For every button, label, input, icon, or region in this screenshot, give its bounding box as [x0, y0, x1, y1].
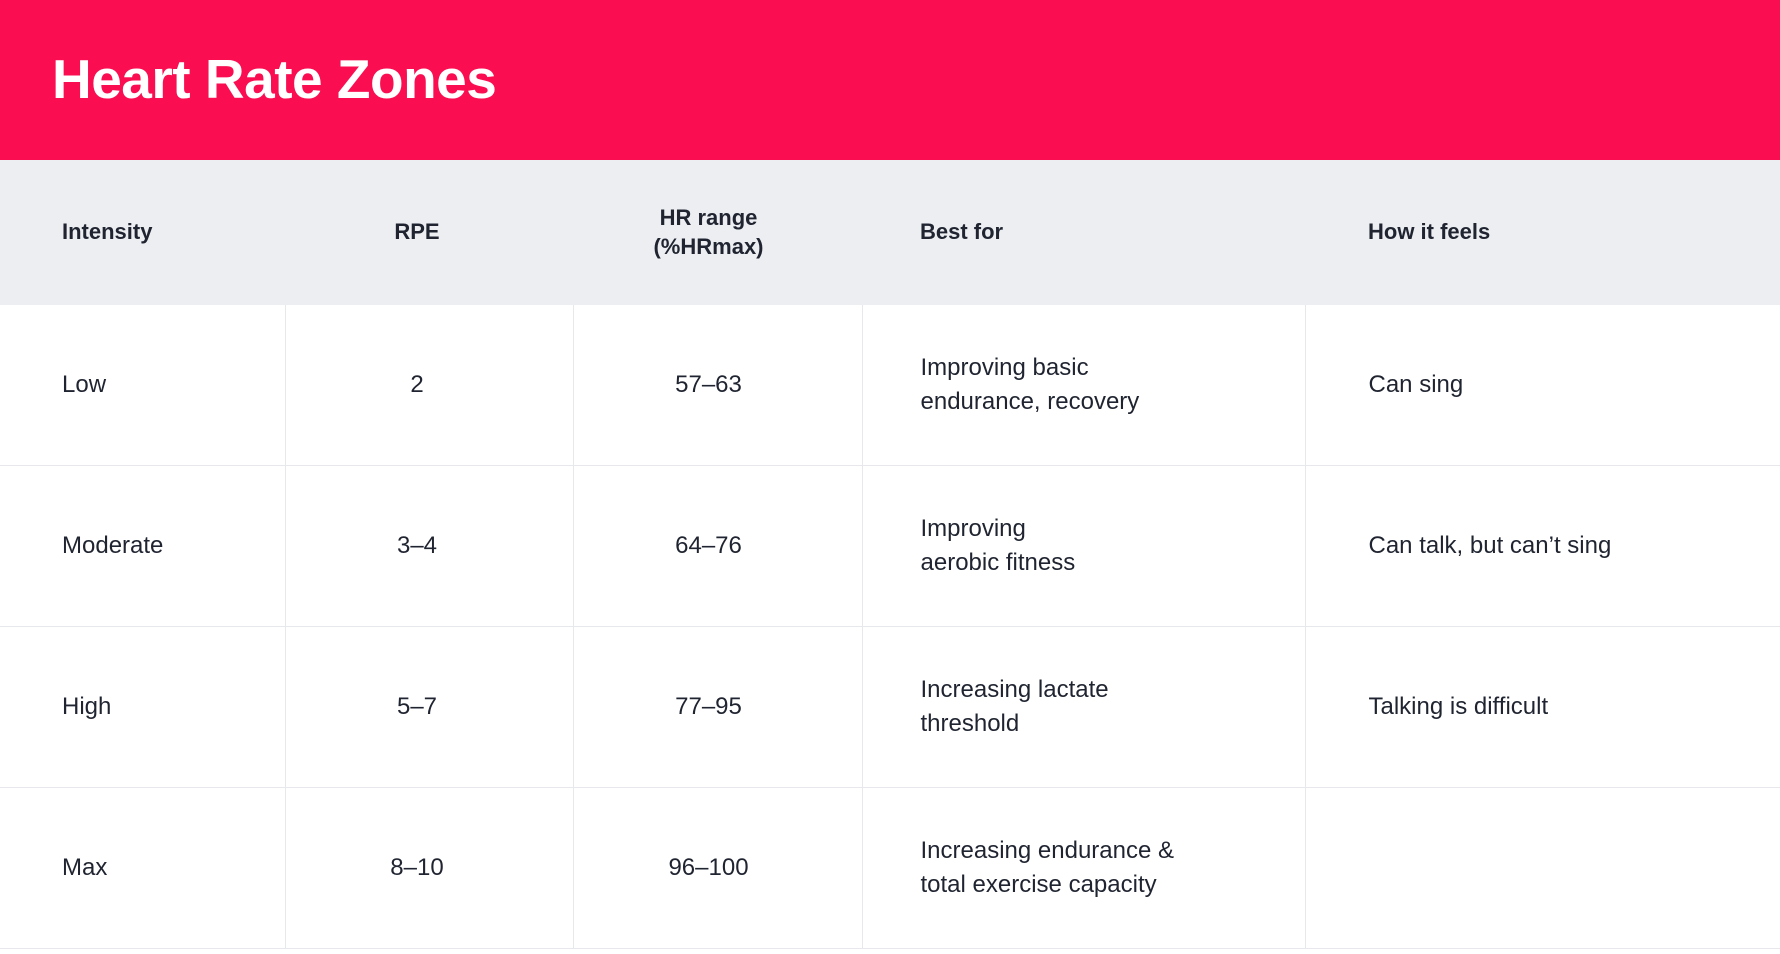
cell-intensity: Max	[0, 788, 285, 949]
table-row	[0, 627, 1780, 788]
column-header-hr-range-line1: HR range	[659, 205, 758, 231]
cell-rpe: 2	[285, 305, 573, 466]
cell-best-for: Improving basic endurance, recovery	[862, 305, 1305, 466]
column-header-hr-range-line2: (%HRmax)	[653, 233, 764, 259]
cell-intensity: Moderate	[0, 466, 285, 627]
table-row	[0, 788, 1780, 949]
cell-hr-range: 57–63	[573, 305, 862, 466]
cell-hr-range: 77–95	[573, 627, 862, 788]
cell-best-for: Improving aerobic fitness	[862, 466, 1305, 627]
cell-how-it-feels	[1305, 788, 1780, 949]
cell-how-it-feels: Can sing	[1305, 305, 1780, 466]
column-header-how-it-feels-label: How it feels	[1368, 219, 1491, 245]
table-row	[0, 305, 1780, 466]
cell-how-it-feels: Can talk, but can’t sing	[1305, 466, 1780, 627]
table-body	[0, 305, 1780, 949]
cell-rpe: 3–4	[285, 466, 573, 627]
cell-intensity: High	[0, 627, 285, 788]
column-header-rpe-label: RPE	[394, 219, 440, 245]
column-header-hr-range	[573, 160, 862, 305]
heart-rate-zones-table	[0, 160, 1780, 949]
cell-best-for: Increasing endurance & total exercise capacity	[862, 788, 1305, 949]
cell-how-it-feels: Talking is difficult	[1305, 627, 1780, 788]
column-header-intensity	[0, 160, 285, 305]
table-row	[0, 466, 1780, 627]
cell-hr-range: 64–76	[573, 466, 862, 627]
column-header-rpe	[285, 160, 573, 305]
column-header-best-for	[862, 160, 1305, 305]
page-title: Heart Rate Zones	[52, 48, 497, 111]
column-header-intensity-label: Intensity	[62, 219, 153, 245]
cell-hr-range: 96–100	[573, 788, 862, 949]
cell-best-for: Increasing lactate threshold	[862, 627, 1305, 788]
column-header-how-it-feels	[1305, 160, 1780, 305]
cell-rpe: 5–7	[285, 627, 573, 788]
table-header-row	[0, 160, 1780, 305]
column-header-best-for-label: Best for	[920, 219, 1004, 245]
table-header	[0, 160, 1780, 305]
cell-intensity: Low	[0, 305, 285, 466]
cell-rpe: 8–10	[285, 788, 573, 949]
page-banner	[0, 0, 1780, 160]
